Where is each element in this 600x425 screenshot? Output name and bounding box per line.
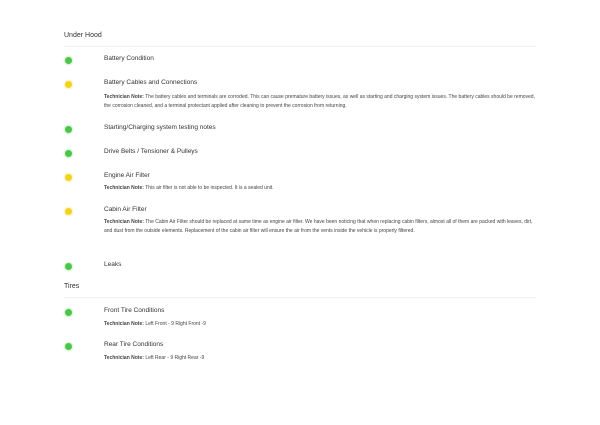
- technician-note-rear-tire: [104, 354, 536, 363]
- item-label-starting-charging: Starting/Charging system testing notes: [104, 124, 216, 131]
- technician-note-prefix: Technician Note:: [104, 321, 144, 327]
- technician-note-prefix: Technician Note:: [104, 185, 144, 191]
- item-label-cabin-air-filter: Cabin Air Filter: [104, 206, 147, 213]
- technician-note-front-tire: [104, 320, 536, 329]
- technician-note-text: This air filter is not able to be inspected. It is a sealed unit.: [145, 185, 274, 191]
- item-label-engine-air-filter: Engine Air Filter: [104, 172, 150, 179]
- technician-note-text: The Cabin Air Filter should be replaced at same time as engine air filter. We have been noticing that when replacing cabin filters, almost all of them are packed with leaves, dirt, and dust from the outside elements. Replacement of the cabin air filter will ensure the air from the vents inside the vehicle is properly filtered.: [104, 219, 533, 234]
- status-ok-icon: [65, 343, 72, 350]
- item-label-battery-condition: Battery Condition: [104, 55, 154, 62]
- section-divider: [64, 46, 536, 47]
- item-label-front-tire: Front Tire Conditions: [104, 307, 165, 314]
- section-title-under-hood: Under Hood: [64, 32, 102, 39]
- technician-note-text: Left Front - 9 Right Front -9: [145, 321, 206, 327]
- status-ok-icon: [65, 309, 72, 316]
- status-warning-icon: [65, 208, 72, 215]
- technician-note-prefix: Technician Note:: [104, 94, 144, 100]
- status-ok-icon: [65, 57, 72, 64]
- item-label-drive-belts: Drive Belts / Tensioner & Pulleys: [104, 148, 198, 155]
- section-divider: [64, 297, 536, 298]
- status-ok-icon: [65, 263, 72, 270]
- technician-note-battery-cables: [104, 93, 536, 111]
- status-ok-icon: [65, 126, 72, 133]
- section-title-tires: Tires: [64, 283, 80, 290]
- technician-note-prefix: Technician Note:: [104, 355, 144, 361]
- status-warning-icon: [65, 174, 72, 181]
- technician-note-text: Left Rear - 9 Right Rear -9: [145, 355, 205, 361]
- status-ok-icon: [65, 150, 72, 157]
- technician-note-text: The battery cables and terminals are corroded. This can cause premature battery issues, as well as starting and charging system issues. The battery cables should be removed, the corrosion cleaned, and a terminal protectant applied after cleaning to prevent the corrosion from returning.: [104, 94, 535, 109]
- technician-note-prefix: Technician Note:: [104, 219, 144, 225]
- item-label-leaks: Leaks: [104, 261, 122, 268]
- technician-note-engine-air-filter: [104, 184, 536, 193]
- item-label-battery-cables: Battery Cables and Connections: [104, 79, 198, 86]
- status-warning-icon: [65, 81, 72, 88]
- technician-note-cabin-air-filter: [104, 218, 536, 236]
- item-label-rear-tire: Rear Tire Conditions: [104, 341, 164, 348]
